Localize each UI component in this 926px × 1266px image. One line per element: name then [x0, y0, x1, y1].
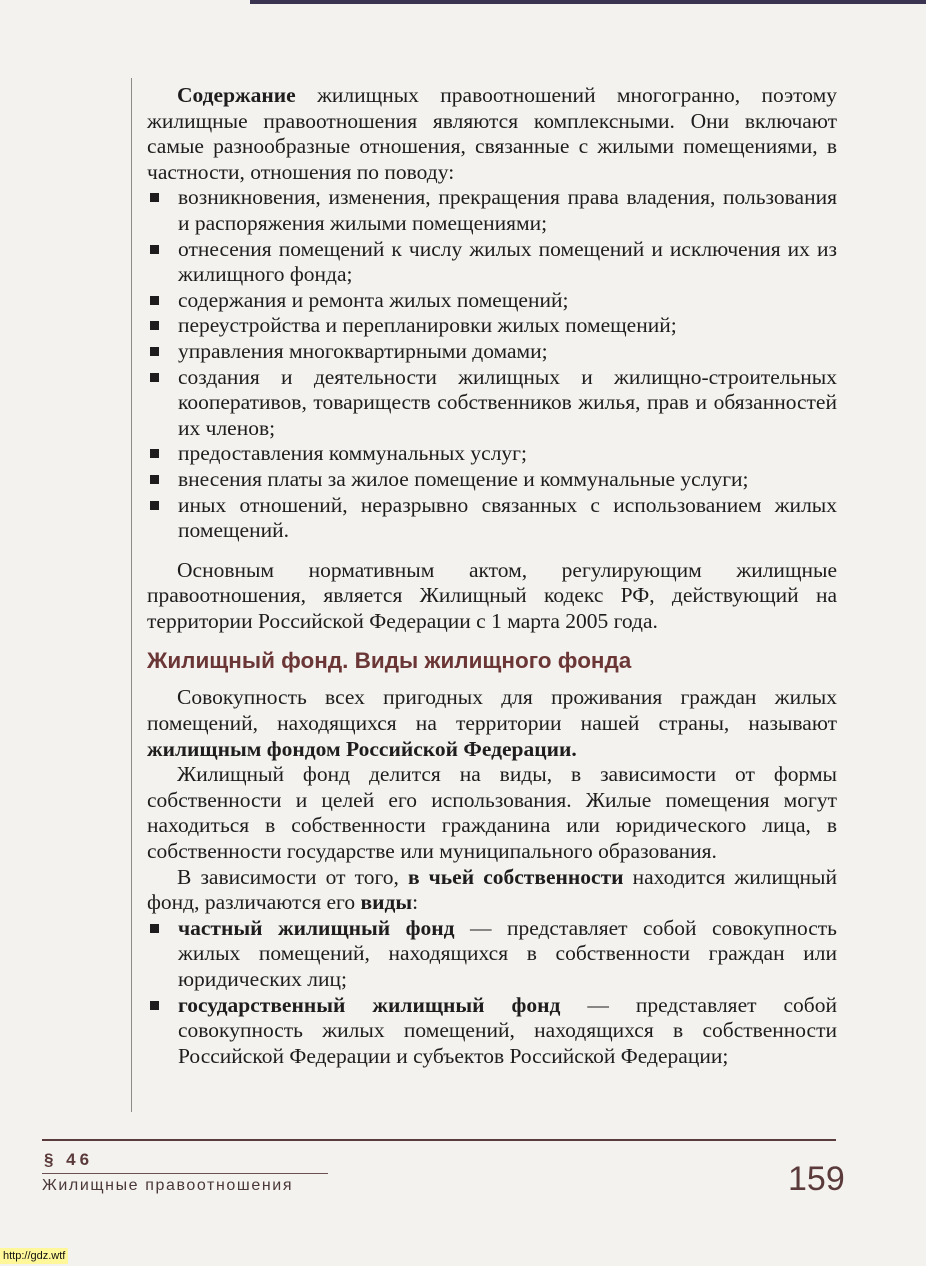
square-bullet-icon: [150, 193, 159, 202]
list-item: создания и деятельности жилищных и жилищно-строительных кооперативов, товариществ собственников жилья, прав и обязанностей их членов;: [147, 365, 837, 442]
intro-text: жилищных правоотношений многогранно, поэтому жилищные правоотношения являются комплексными. Они включают самые разнообразные отношения, связанные с жилыми помещениями, в частности, отношения по поводу:: [147, 83, 837, 184]
list-item: возникновения, изменения, прекращения права владения, пользования и распоряжения жилыми помещениями;: [147, 185, 837, 236]
kinds-paragraph: В зависимости от того, в чьей собственности находится жилищный фонд, различаются его виды:: [147, 864, 837, 915]
list-item: отнесения помещений к числу жилых помещений и исключения их из жилищного фонда;: [147, 237, 837, 288]
square-bullet-icon: [150, 373, 159, 382]
list-item: внесения платы за жилое помещение и коммунальные услуги;: [147, 467, 837, 493]
square-bullet-icon: [150, 321, 159, 330]
relations-list: [147, 185, 837, 543]
page-body: [147, 83, 837, 1069]
list-item: государственный жилищный фонд — представляет собой совокупность жилых помещений, находящихся в собственности Российской Федерации и субъектов Российской Федерации;: [147, 993, 837, 1070]
housing-fund-term: жилищным фондом Российской Федерации.: [147, 736, 577, 761]
list-item: управления многоквартирными домами;: [147, 339, 837, 365]
square-bullet-icon: [150, 501, 159, 510]
square-bullet-icon: [150, 449, 159, 458]
list-item: частный жилищный фонд — представляет собой совокупность жилых помещений, находящихся в собственности граждан или юридических лиц;: [147, 916, 837, 993]
square-bullet-icon: [150, 924, 159, 933]
square-bullet-icon: [150, 296, 159, 305]
watermark-link[interactable]: http://gdz.wtf: [0, 1248, 68, 1264]
list-item: предоставления коммунальных услуг;: [147, 441, 837, 467]
housing-fund-paragraph: Совокупность всех пригодных для проживания граждан жилых помещений, находящихся на территории нашей страны, называют жилищным фондом Российской Федерации.: [147, 685, 837, 761]
intro-paragraph: [147, 83, 837, 185]
square-bullet-icon: [150, 1001, 159, 1010]
list-item: переустройства и перепланировки жилых помещений;: [147, 313, 837, 339]
square-bullet-icon: [150, 245, 159, 254]
top-border-strip: [250, 0, 926, 4]
footer-subrule: [42, 1173, 328, 1174]
square-bullet-icon: [150, 347, 159, 356]
fund-kinds-list: [147, 916, 837, 1070]
page-number: 159: [788, 1160, 845, 1198]
kind-term: государственный жилищный фонд: [178, 992, 561, 1017]
footer-rule: [42, 1139, 836, 1141]
kind-term: частный жилищный фонд: [178, 915, 455, 940]
section-number: § 46: [44, 1150, 94, 1169]
section-title: Жилищные правоотношения: [42, 1177, 294, 1194]
housing-code-paragraph: Основным нормативным актом, регулирующим жилищные правоотношения, является Жилищный кодекс РФ, действующий на территории Российской Федерации с 1 марта 2005 года.: [147, 557, 837, 633]
division-paragraph: Жилищный фонд делится на виды, в зависимости от формы собственности и целей его использования. Жилые помещения могут находиться в собственности гражданина или юридического лица, в собственности государстве или муниципального образования.: [147, 762, 837, 864]
intro-term: Содержание: [177, 83, 296, 107]
margin-rule: [131, 78, 132, 1112]
square-bullet-icon: [150, 475, 159, 484]
list-item: иных отношений, неразрывно связанных с использованием жилых помещений.: [147, 493, 837, 544]
list-item: содержания и ремонта жилых помещений;: [147, 288, 837, 314]
section-heading: Жилищный фонд. Виды жилищного фонда: [147, 648, 632, 674]
